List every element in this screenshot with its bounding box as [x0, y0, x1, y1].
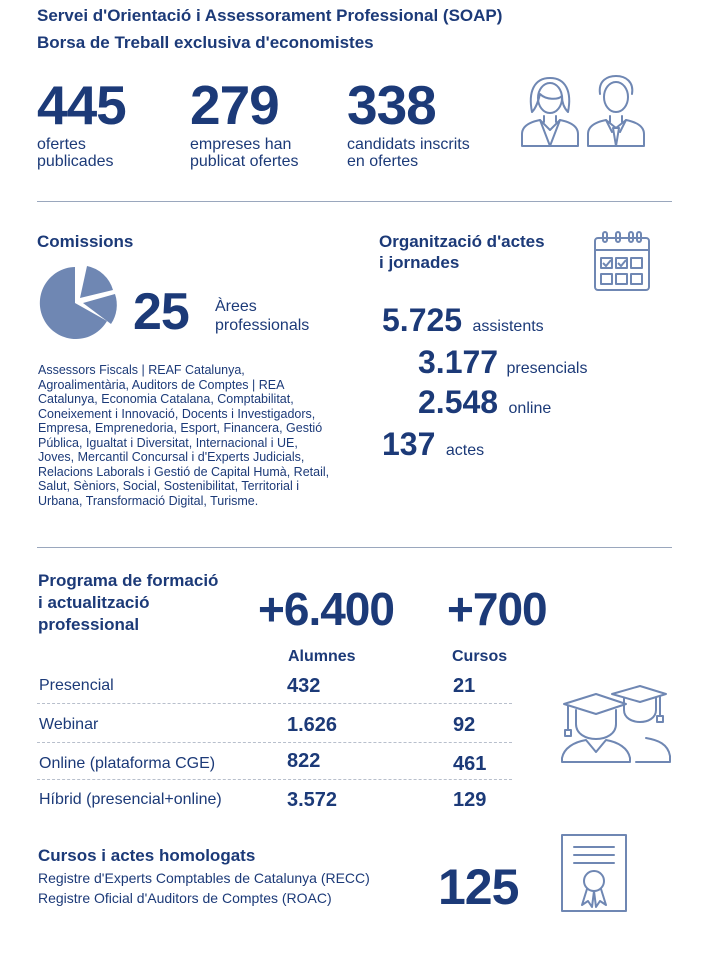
comissions-list-line: Empresa, Emprenedoria, Esport, Financera, Gestió — [38, 421, 323, 435]
stat-empreses — [190, 74, 299, 170]
table-row-label: Presencial — [39, 677, 114, 694]
actes-actes — [382, 428, 484, 460]
formacio-total-alumnes: +6.400 — [258, 583, 394, 635]
table-row-label: Online (plataforma CGE) — [39, 755, 216, 772]
comissions-list-line: Salut, Sèniors, Social, Sostenibilitat, Territorial i — [38, 479, 299, 493]
table-row-label: Híbrid (presencial+online) — [39, 791, 222, 808]
stat-label: publicades — [37, 153, 114, 170]
table-row-alumnes: 3.572 — [287, 789, 338, 811]
table-row-cursos: 461 — [453, 753, 487, 775]
row-divider — [37, 779, 512, 780]
row-divider — [37, 703, 512, 704]
homologats-line: Registre d'Experts Comptables de Catalunya (RECC) — [38, 870, 370, 886]
column-header-cursos: Cursos — [452, 648, 508, 665]
table-row-label: Webinar — [39, 716, 99, 733]
page-title: Servei d'Orientació i Assessorament Professional (SOAP) — [37, 6, 503, 25]
table-row-cursos: 129 — [453, 789, 487, 811]
stat-ofertes — [37, 74, 126, 170]
table-row-alumnes: 432 — [287, 675, 321, 697]
actes-label: assistents — [472, 318, 544, 335]
calendar-icon — [593, 230, 651, 292]
actes-label: presencials — [506, 360, 588, 377]
stat-value: 338 — [347, 74, 436, 136]
stat-label: empreses han — [190, 136, 292, 153]
formacio-total-cursos: +700 — [447, 583, 547, 635]
actes-label: actes — [445, 442, 485, 459]
actes-online — [418, 386, 551, 418]
comissions-list-line: Assessors Fiscals | REAF Catalunya, — [38, 363, 245, 377]
formacio-title: professional — [38, 615, 140, 634]
certificate-icon — [560, 833, 628, 913]
formacio-title: i actualització — [38, 593, 150, 612]
comissions-count-label: Àrees — [215, 298, 257, 315]
homologats-line: Registre Oficial d'Auditors de Comptes (ROAC) — [38, 890, 332, 906]
comissions-list-line: Agroalimentària, Auditors de Comptes | REA — [38, 377, 285, 392]
pie-chart-icon — [35, 264, 119, 340]
table-row-cursos: 21 — [453, 675, 476, 697]
comissions-list-line: Urbana, Transformació Digital, Turisme. — [38, 493, 259, 508]
page-subtitle: Borsa de Treball exclusiva d'economistes — [37, 33, 374, 52]
column-header-alumnes: Alumnes — [288, 648, 356, 665]
comissions-list-line: Joves, Mercantil Concursal i d'Experts Judicials, — [38, 450, 305, 464]
actes-title: i jornades — [379, 253, 460, 272]
stat-candidats — [347, 74, 470, 170]
actes-presencials — [418, 346, 587, 378]
actes-value: 137 — [382, 426, 436, 462]
comissions-list-line: Pública, Igualtat i Diversitat, Internacional i UE, — [38, 435, 298, 450]
comissions-count: 25 — [133, 283, 189, 341]
actes-value: 2.548 — [418, 384, 499, 420]
graduates-icon — [560, 682, 672, 764]
comissions-list-line: Coneixement i Innovació, Docents i Investigadors, — [38, 406, 316, 421]
comissions-list-line: Relacions Laborals i Gestió de Capital Humà, Retail, — [38, 464, 330, 479]
stat-value: 445 — [37, 74, 126, 136]
homologats-value: 125 — [438, 859, 519, 915]
homologats-title: Cursos i actes homologats — [38, 846, 256, 865]
table-row-alumnes: 1.626 — [287, 714, 338, 736]
actes-label: online — [508, 400, 552, 417]
actes-title: Organització d'actes — [379, 232, 545, 251]
stat-label: publicat ofertes — [190, 153, 299, 170]
formacio-title: Programa de formació — [38, 571, 219, 590]
divider — [37, 201, 672, 202]
stat-value: 279 — [190, 74, 279, 136]
stat-label: ofertes — [37, 136, 86, 153]
comissions-list-line: Catalunya, Economia Catalana, Comptabilitat, — [38, 392, 294, 406]
table-row-alumnes: 822 — [287, 750, 321, 772]
table-row-cursos: 92 — [453, 714, 476, 736]
row-divider — [37, 742, 512, 743]
comissions-count-label: professionals — [215, 317, 310, 334]
comissions-title: Comissions — [37, 232, 134, 251]
woman-man-icon — [518, 72, 648, 152]
divider — [37, 547, 672, 548]
actes-value: 5.725 — [382, 302, 463, 338]
stat-label: en ofertes — [347, 153, 419, 170]
stat-label: candidats inscrits — [347, 136, 470, 153]
comissions-list — [38, 363, 368, 508]
actes-value: 3.177 — [418, 344, 499, 380]
actes-assistents — [382, 304, 544, 336]
